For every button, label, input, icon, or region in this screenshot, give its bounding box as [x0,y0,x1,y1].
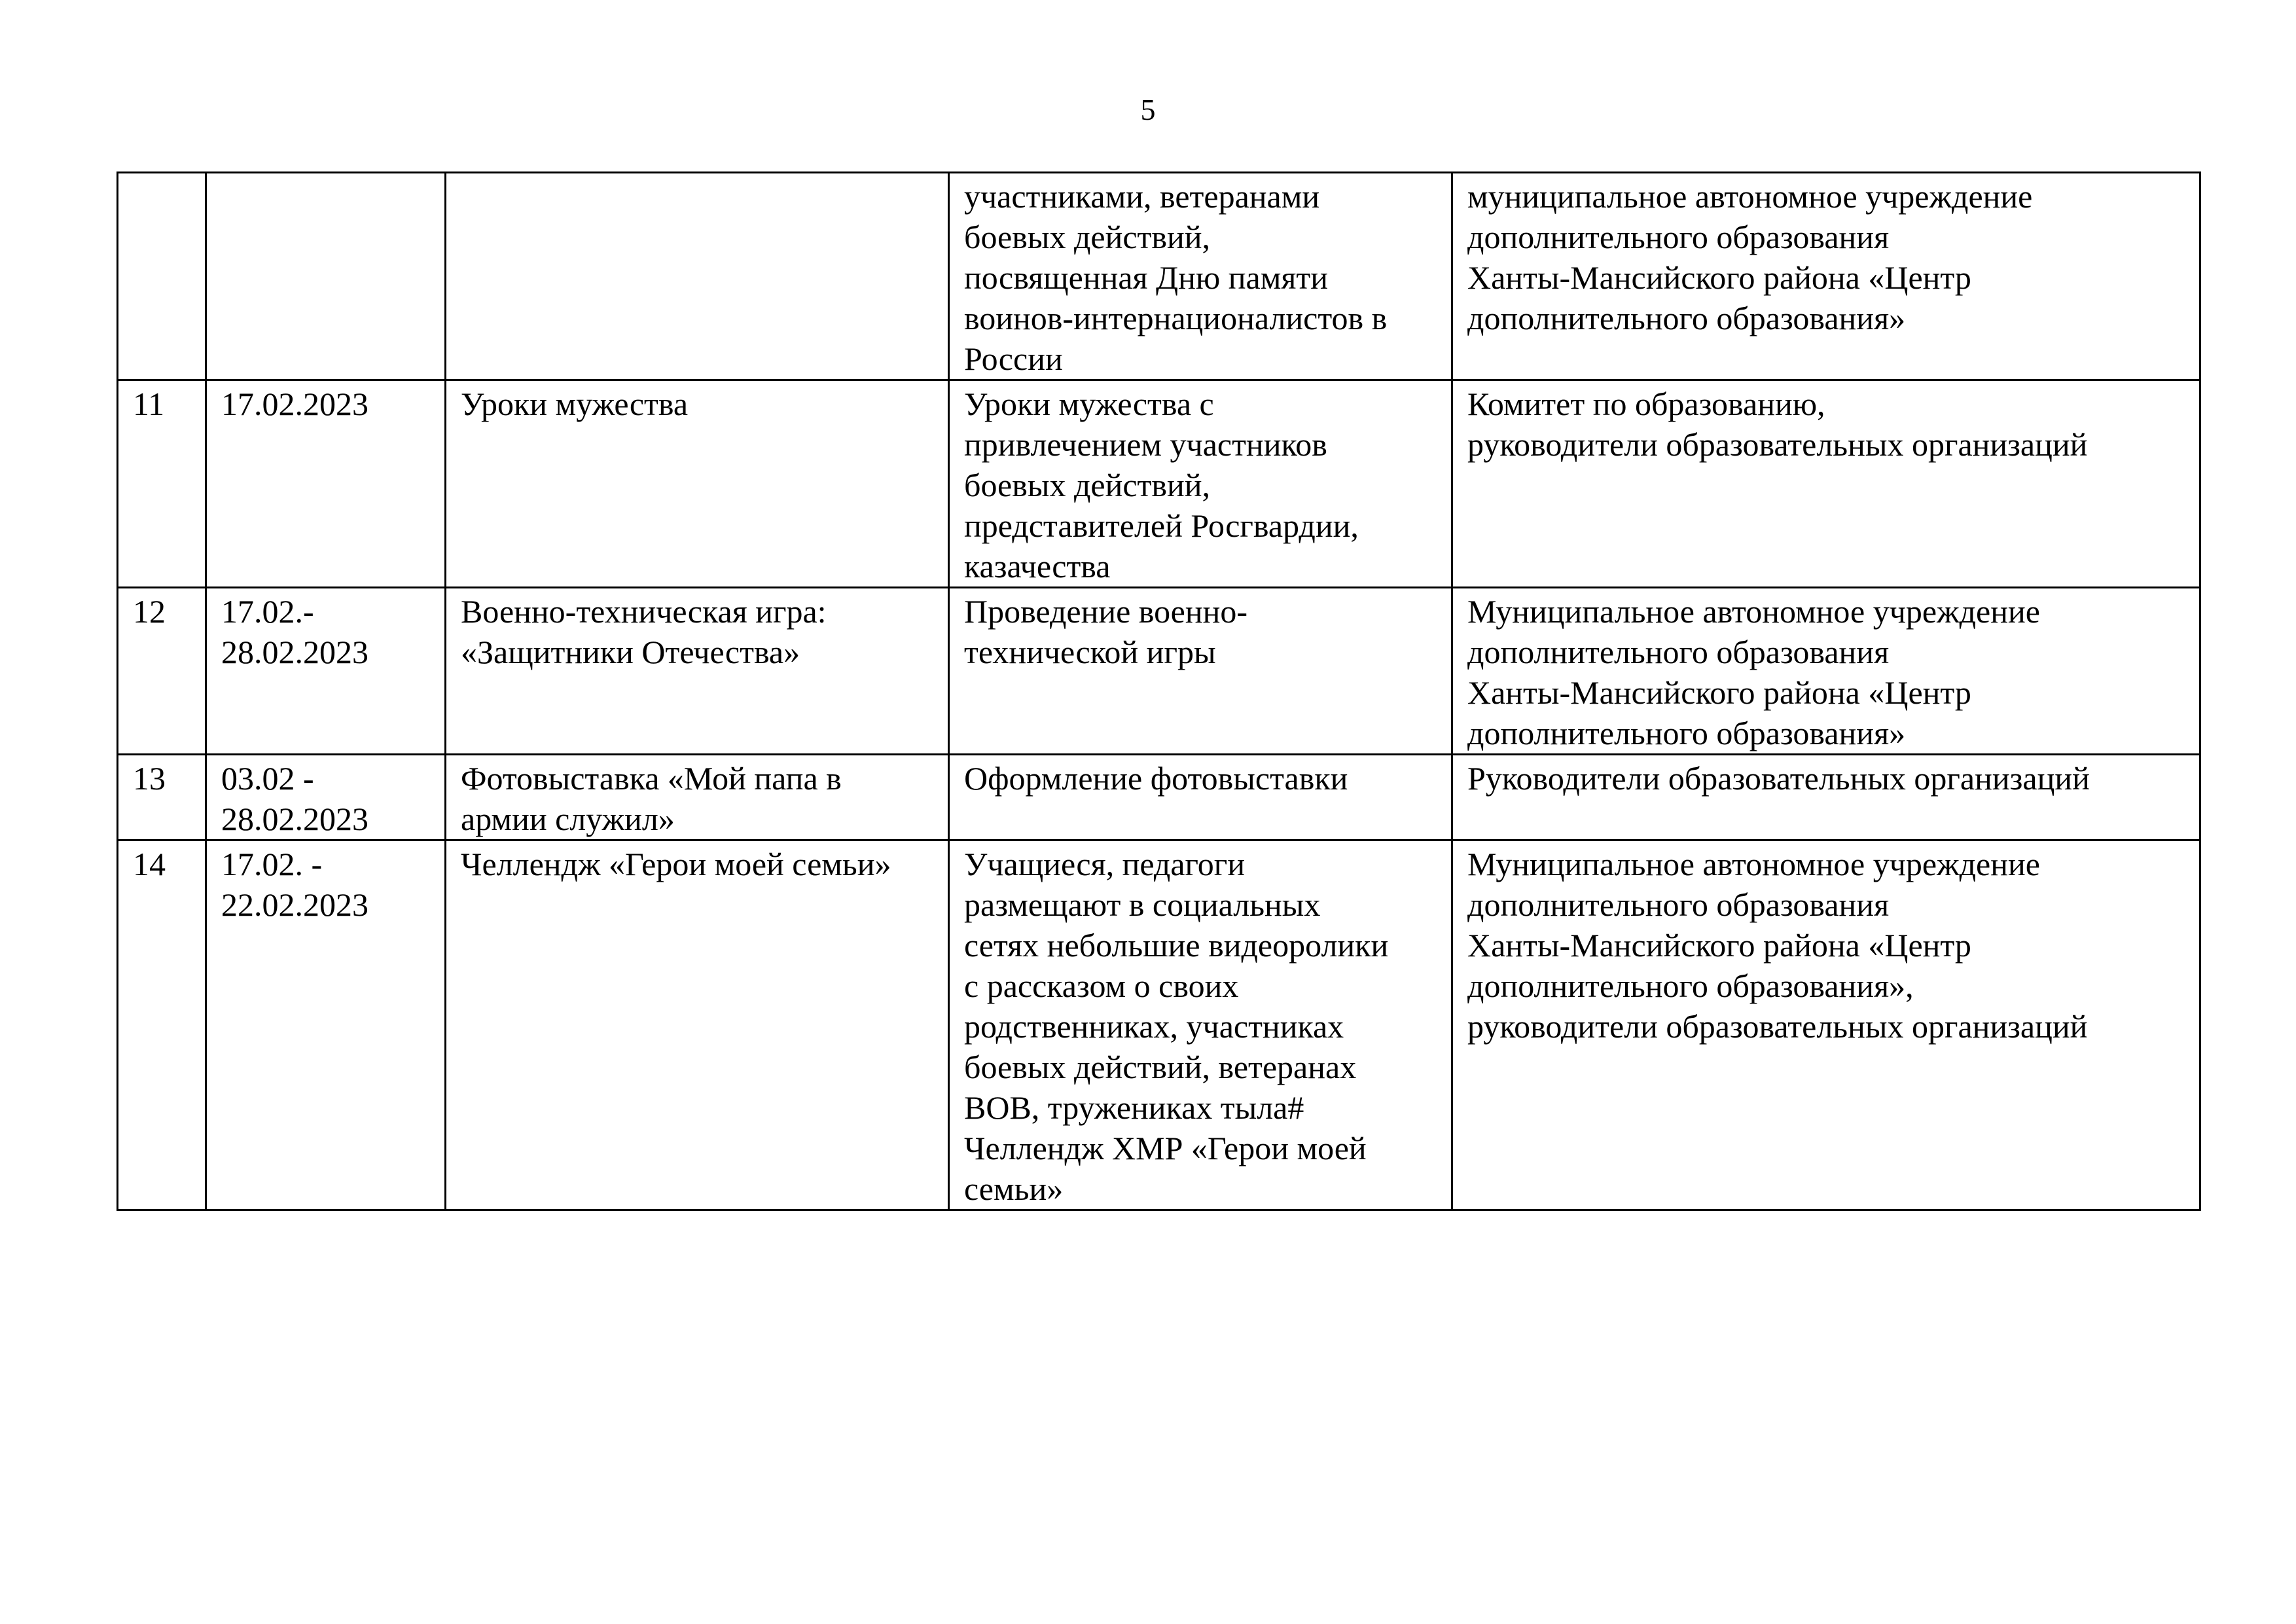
cell-description: участниками, ветеранами боевых действий, посвященная Дню памяти воинов-интернационалистов в России [949,173,1452,380]
cell-description: Оформление фотовыставки [949,755,1452,840]
cell-responsible: Муниципальное автономное учреждение дополнительного образования Ханты-Мансийского района «Центр дополнительного образования» [1452,588,2200,755]
cell-event-name: Военно-техническая игра: «Защитники Отечества» [446,588,949,755]
cell-responsible: Муниципальное автономное учреждение дополнительного образования Ханты-Мансийского района «Центр дополнительного образования», руководители образовательных организаций [1452,840,2200,1210]
table-row [118,588,2200,755]
table-row [118,755,2200,840]
cell-number: 11 [118,380,206,588]
cell-number: 13 [118,755,206,840]
cell-responsible: муниципальное автономное учреждение дополнительного образования Ханты-Мансийского района «Центр дополнительного образования» [1452,173,2200,380]
events-table [117,171,2201,1211]
page-number: 5 [1140,93,1156,126]
cell-date [206,173,446,380]
cell-responsible: Комитет по образованию, руководители образовательных организаций [1452,380,2200,588]
cell-number [118,173,206,380]
cell-date: 17.02.- 28.02.2023 [206,588,446,755]
cell-number: 12 [118,588,206,755]
cell-event-name: Челлендж «Герои моей семьи» [446,840,949,1210]
cell-description: Учащиеся, педагоги размещают в социальных сетях небольшие видеоролики с рассказом о своих родственниках, участниках боевых действий, ветеранах ВОВ, тружениках тыла# Челлендж ХМР «Герои моей семьи» [949,840,1452,1210]
cell-number: 14 [118,840,206,1210]
cell-event-name: Фотовыставка «Мой папа в армии служил» [446,755,949,840]
cell-date: 17.02. - 22.02.2023 [206,840,446,1210]
cell-date: 17.02.2023 [206,380,446,588]
table-row [118,840,2200,1210]
cell-event-name: Уроки мужества [446,380,949,588]
cell-event-name [446,173,949,380]
table-row [118,173,2200,380]
table-row [118,380,2200,588]
cell-description: Уроки мужества с привлечением участников боевых действий, представителей Росгвардии, казачества [949,380,1452,588]
cell-responsible: Руководители образовательных организаций [1452,755,2200,840]
cell-date: 03.02 - 28.02.2023 [206,755,446,840]
cell-description: Проведение военно- технической игры [949,588,1452,755]
